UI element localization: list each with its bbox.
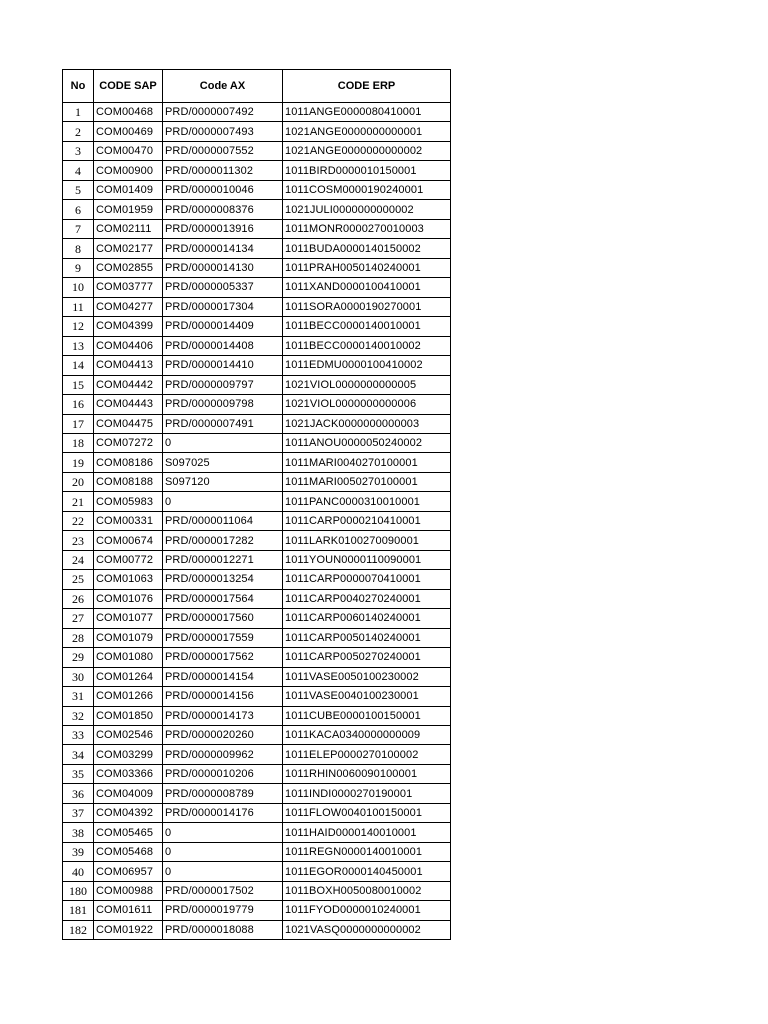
header-code-erp: CODE ERP [283, 70, 451, 103]
cell-no: 7 [63, 219, 94, 238]
table-row [63, 745, 451, 764]
cell-code-ax: PRD/0000009798 [163, 395, 283, 414]
cell-code-ax: PRD/0000014154 [163, 667, 283, 686]
cell-code-sap: COM04406 [94, 336, 163, 355]
cell-code-erp: 1011EGOR0000140450001 [283, 862, 451, 881]
cell-code-sap: COM04442 [94, 375, 163, 394]
cell-code-erp: 1011PANC0000310010001 [283, 492, 451, 511]
cell-code-ax: PRD/0000009962 [163, 745, 283, 764]
cell-code-erp: 1011EDMU0000100410002 [283, 356, 451, 375]
header-row [63, 70, 451, 103]
cell-code-sap: COM07272 [94, 433, 163, 452]
cell-code-ax: PRD/0000007492 [163, 103, 283, 122]
cell-code-erp: 1011CARP0050270240001 [283, 648, 451, 667]
cell-code-erp: 1011ANOU0000050240002 [283, 433, 451, 452]
table-row [63, 258, 451, 277]
cell-code-ax: PRD/0000017502 [163, 881, 283, 900]
cell-code-sap: COM00469 [94, 122, 163, 141]
cell-no: 38 [63, 823, 94, 842]
table-row [63, 628, 451, 647]
cell-code-erp: 1021JACK0000000000003 [283, 414, 451, 433]
cell-code-ax: 0 [163, 862, 283, 881]
table-row [63, 901, 451, 920]
cell-no: 40 [63, 862, 94, 881]
table-row [63, 472, 451, 491]
cell-code-sap: COM00900 [94, 161, 163, 180]
table-row [63, 180, 451, 199]
cell-code-ax: PRD/0000017282 [163, 531, 283, 550]
cell-no: 14 [63, 356, 94, 375]
cell-code-sap: COM08186 [94, 453, 163, 472]
cell-no: 15 [63, 375, 94, 394]
cell-code-sap: COM03366 [94, 764, 163, 783]
table-row [63, 803, 451, 822]
cell-code-erp: 1011INDI0000270190001 [283, 784, 451, 803]
cell-code-erp: 1021JULI0000000000002 [283, 200, 451, 219]
cell-code-ax: PRD/0000014173 [163, 706, 283, 725]
cell-no: 28 [63, 628, 94, 647]
cell-code-ax: PRD/0000010046 [163, 180, 283, 199]
table-row [63, 550, 451, 569]
cell-code-erp: 1011MONR0000270010003 [283, 219, 451, 238]
table-row [63, 200, 451, 219]
cell-code-ax: PRD/0000014410 [163, 356, 283, 375]
cell-no: 29 [63, 648, 94, 667]
cell-code-ax: 0 [163, 492, 283, 511]
cell-no: 11 [63, 297, 94, 316]
cell-no: 36 [63, 784, 94, 803]
table-row [63, 667, 451, 686]
cell-code-sap: COM00772 [94, 550, 163, 569]
table-row [63, 687, 451, 706]
cell-code-sap: COM04475 [94, 414, 163, 433]
cell-code-sap: COM04413 [94, 356, 163, 375]
table-row [63, 433, 451, 452]
cell-code-erp: 1011FLOW0040100150001 [283, 803, 451, 822]
table-row [63, 278, 451, 297]
cell-code-erp: 1011REGN0000140010001 [283, 842, 451, 861]
cell-code-ax: PRD/0000017562 [163, 648, 283, 667]
cell-code-sap: COM01922 [94, 920, 163, 939]
cell-code-ax: PRD/0000013254 [163, 570, 283, 589]
cell-code-sap: COM08188 [94, 472, 163, 491]
cell-code-sap: COM02111 [94, 219, 163, 238]
cell-no: 180 [63, 881, 94, 900]
cell-no: 1 [63, 103, 94, 122]
cell-code-sap: COM03299 [94, 745, 163, 764]
cell-code-sap: COM00470 [94, 141, 163, 160]
cell-code-sap: COM01959 [94, 200, 163, 219]
cell-code-ax: PRD/0000014409 [163, 317, 283, 336]
cell-no: 22 [63, 511, 94, 530]
cell-no: 8 [63, 239, 94, 258]
cell-code-ax: PRD/0000019779 [163, 901, 283, 920]
cell-code-sap: COM05983 [94, 492, 163, 511]
table-row [63, 511, 451, 530]
table-row [63, 609, 451, 628]
cell-code-sap: COM01077 [94, 609, 163, 628]
cell-code-erp: 1011YOUN0000110090001 [283, 550, 451, 569]
cell-code-ax: PRD/0000012271 [163, 550, 283, 569]
table-row [63, 881, 451, 900]
cell-code-sap: COM00468 [94, 103, 163, 122]
cell-code-ax: PRD/0000009797 [163, 375, 283, 394]
cell-code-ax: S097120 [163, 472, 283, 491]
cell-code-sap: COM02855 [94, 258, 163, 277]
cell-code-erp: 1011CARP0000210410001 [283, 511, 451, 530]
cell-code-erp: 1011ELEP0000270100002 [283, 745, 451, 764]
cell-code-sap: COM01611 [94, 901, 163, 920]
cell-code-ax: PRD/0000005337 [163, 278, 283, 297]
cell-code-ax: PRD/0000008376 [163, 200, 283, 219]
cell-code-sap: COM02177 [94, 239, 163, 258]
table-row [63, 453, 451, 472]
cell-code-ax: PRD/0000013916 [163, 219, 283, 238]
table-row [63, 823, 451, 842]
cell-code-ax: PRD/0000007493 [163, 122, 283, 141]
cell-no: 34 [63, 745, 94, 764]
table-row [63, 122, 451, 141]
cell-no: 33 [63, 726, 94, 745]
cell-no: 16 [63, 395, 94, 414]
table-row [63, 219, 451, 238]
cell-code-erp: 1011BECC0000140010002 [283, 336, 451, 355]
cell-no: 181 [63, 901, 94, 920]
cell-code-sap: COM04277 [94, 297, 163, 316]
cell-code-ax: PRD/0000017304 [163, 297, 283, 316]
cell-code-sap: COM01063 [94, 570, 163, 589]
table-row [63, 375, 451, 394]
cell-no: 24 [63, 550, 94, 569]
table-row [63, 141, 451, 160]
cell-code-erp: 1021ANGE0000000000001 [283, 122, 451, 141]
cell-no: 39 [63, 842, 94, 861]
cell-code-ax: PRD/0000020260 [163, 726, 283, 745]
cell-code-ax: PRD/0000011064 [163, 511, 283, 530]
table-row [63, 589, 451, 608]
cell-code-erp: 1011CARP0040270240001 [283, 589, 451, 608]
cell-code-erp: 1011CARP0050140240001 [283, 628, 451, 647]
cell-code-ax: PRD/0000018088 [163, 920, 283, 939]
cell-code-erp: 1011MARI0050270100001 [283, 472, 451, 491]
cell-code-ax: S097025 [163, 453, 283, 472]
cell-no: 18 [63, 433, 94, 452]
cell-code-erp: 1021VASQ0000000000002 [283, 920, 451, 939]
cell-code-erp: 1011BIRD0000010150001 [283, 161, 451, 180]
cell-no: 30 [63, 667, 94, 686]
cell-code-erp: 1011VASE0040100230001 [283, 687, 451, 706]
cell-code-sap: COM04399 [94, 317, 163, 336]
table-row [63, 239, 451, 258]
table-row [63, 103, 451, 122]
cell-no: 19 [63, 453, 94, 472]
cell-no: 27 [63, 609, 94, 628]
table-row [63, 336, 451, 355]
table-row [63, 726, 451, 745]
cell-code-ax: PRD/0000017560 [163, 609, 283, 628]
cell-code-erp: 1021ANGE0000000000002 [283, 141, 451, 160]
table-row [63, 764, 451, 783]
table-body [63, 103, 451, 940]
table-row [63, 531, 451, 550]
cell-code-sap: COM04392 [94, 803, 163, 822]
table-row [63, 842, 451, 861]
cell-code-erp: 1011VASE0050100230002 [283, 667, 451, 686]
cell-no: 25 [63, 570, 94, 589]
cell-code-sap: COM00674 [94, 531, 163, 550]
cell-code-ax: PRD/0000017559 [163, 628, 283, 647]
cell-no: 13 [63, 336, 94, 355]
cell-code-sap: COM01409 [94, 180, 163, 199]
cell-code-ax: PRD/0000007552 [163, 141, 283, 160]
cell-code-sap: COM05468 [94, 842, 163, 861]
cell-code-ax: 0 [163, 823, 283, 842]
cell-code-ax: PRD/0000007491 [163, 414, 283, 433]
cell-code-ax: 0 [163, 433, 283, 452]
cell-code-sap: COM04443 [94, 395, 163, 414]
cell-code-sap: COM01076 [94, 589, 163, 608]
header-code-ax: Code AX [163, 70, 283, 103]
table-row [63, 862, 451, 881]
cell-no: 17 [63, 414, 94, 433]
cell-code-erp: 1011PRAH0050140240001 [283, 258, 451, 277]
cell-no: 6 [63, 200, 94, 219]
cell-code-sap: COM04009 [94, 784, 163, 803]
table-row [63, 356, 451, 375]
cell-code-erp: 1011FYOD0000010240001 [283, 901, 451, 920]
cell-code-erp: 1011ANGE0000080410001 [283, 103, 451, 122]
cell-no: 37 [63, 803, 94, 822]
cell-code-erp: 1011LARK0100270090001 [283, 531, 451, 550]
cell-code-sap: COM01079 [94, 628, 163, 647]
cell-code-erp: 1011SORA0000190270001 [283, 297, 451, 316]
cell-code-erp: 1011RHIN0060090100001 [283, 764, 451, 783]
cell-code-sap: COM05465 [94, 823, 163, 842]
cell-code-sap: COM00988 [94, 881, 163, 900]
header-no: No [63, 70, 94, 103]
cell-no: 23 [63, 531, 94, 550]
table-row [63, 395, 451, 414]
cell-no: 9 [63, 258, 94, 277]
cell-code-sap: COM01080 [94, 648, 163, 667]
cell-no: 26 [63, 589, 94, 608]
cell-code-erp: 1011KACA0340000000009 [283, 726, 451, 745]
cell-code-erp: 1011CARP0060140240001 [283, 609, 451, 628]
cell-code-sap: COM03777 [94, 278, 163, 297]
code-mapping-table [62, 69, 451, 940]
cell-no: 35 [63, 764, 94, 783]
cell-code-sap: COM06957 [94, 862, 163, 881]
table-row [63, 570, 451, 589]
cell-code-sap: COM00331 [94, 511, 163, 530]
cell-no: 5 [63, 180, 94, 199]
cell-code-ax: PRD/0000008789 [163, 784, 283, 803]
cell-no: 31 [63, 687, 94, 706]
cell-code-erp: 1011BECC0000140010001 [283, 317, 451, 336]
cell-no: 20 [63, 472, 94, 491]
cell-code-sap: COM01850 [94, 706, 163, 725]
cell-no: 3 [63, 141, 94, 160]
cell-no: 4 [63, 161, 94, 180]
table-row [63, 648, 451, 667]
cell-no: 32 [63, 706, 94, 725]
cell-code-erp: 1011CUBE0000100150001 [283, 706, 451, 725]
cell-code-erp: 1021VIOL0000000000005 [283, 375, 451, 394]
cell-code-ax: PRD/0000014156 [163, 687, 283, 706]
cell-no: 2 [63, 122, 94, 141]
cell-code-erp: 1011BOXH0050080010002 [283, 881, 451, 900]
cell-no: 12 [63, 317, 94, 336]
cell-code-erp: 1011BUDA0000140150002 [283, 239, 451, 258]
cell-no: 10 [63, 278, 94, 297]
table-row [63, 920, 451, 939]
cell-code-ax: 0 [163, 842, 283, 861]
cell-code-sap: COM01266 [94, 687, 163, 706]
cell-code-erp: 1011XAND0000100410001 [283, 278, 451, 297]
cell-code-ax: PRD/0000014176 [163, 803, 283, 822]
table-row [63, 492, 451, 511]
table-row [63, 161, 451, 180]
cell-code-erp: 1011MARI0040270100001 [283, 453, 451, 472]
table-row [63, 706, 451, 725]
cell-code-ax: PRD/0000014134 [163, 239, 283, 258]
cell-no: 21 [63, 492, 94, 511]
cell-code-erp: 1011CARP0000070410001 [283, 570, 451, 589]
table-row [63, 784, 451, 803]
cell-code-ax: PRD/0000014130 [163, 258, 283, 277]
cell-no: 182 [63, 920, 94, 939]
cell-code-erp: 1011HAID0000140010001 [283, 823, 451, 842]
cell-code-sap: COM02546 [94, 726, 163, 745]
table-row [63, 414, 451, 433]
cell-code-ax: PRD/0000011302 [163, 161, 283, 180]
cell-code-ax: PRD/0000014408 [163, 336, 283, 355]
cell-code-erp: 1011COSM0000190240001 [283, 180, 451, 199]
cell-code-erp: 1021VIOL0000000000006 [283, 395, 451, 414]
table-row [63, 297, 451, 316]
cell-code-ax: PRD/0000010206 [163, 764, 283, 783]
table-row [63, 317, 451, 336]
header-code-sap: CODE SAP [94, 70, 163, 103]
cell-code-ax: PRD/0000017564 [163, 589, 283, 608]
cell-code-sap: COM01264 [94, 667, 163, 686]
